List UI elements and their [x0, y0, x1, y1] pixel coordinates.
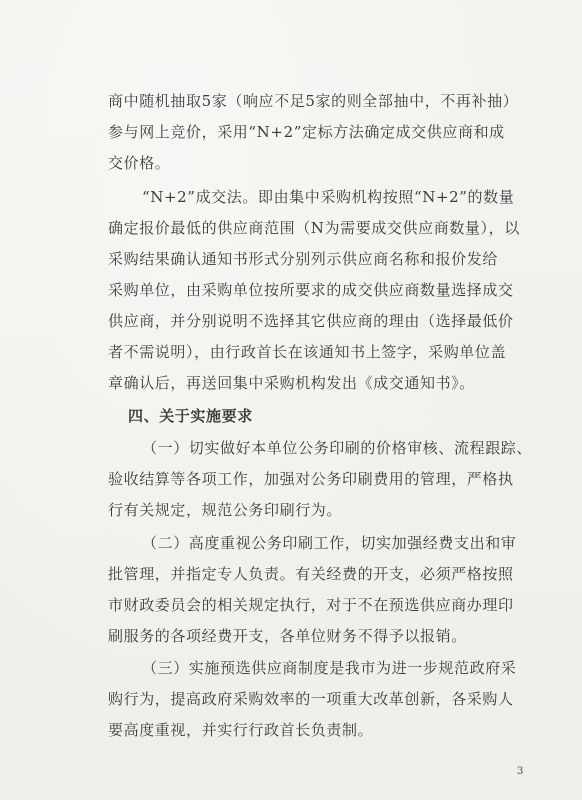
text-line-6: 采购结果确认通知书形式分别列示供应商名称和报价发给 — [108, 250, 499, 268]
text-line-13: 验收结算等各项工作，加强对公务印刷费用的管理，严格执 — [108, 470, 514, 488]
text-line-10: 章确认后，再送回集中采购机构发出《成交通知书》。 — [108, 374, 475, 392]
text-line-12: （一）切实做好本单位公务印刷的价格审核、流程跟踪、 — [142, 439, 533, 457]
text-line-14: 行有关规定，规范公务印刷行为。 — [108, 501, 343, 519]
text-line-7: 采购单位，由采购单位按所要求的成交供应商数量选择成交 — [108, 281, 514, 299]
text-line-20: 购行为，提高政府采购效率的一项重大改革创新，各采购人 — [108, 690, 514, 708]
page-number: 3 — [517, 766, 524, 777]
text-line-21: 要高度重视，并实行行政首长负责制。 — [108, 721, 374, 739]
section-heading: 四、关于实施要求 — [128, 407, 253, 425]
text-line-8: 供应商，并分别说明不选择其它供应商的理由（选择最低价 — [108, 312, 514, 330]
text-line-2: 参与网上竞价，采用“N+2”定标方法确定成交供应商和成 — [108, 123, 505, 141]
text-line-17: 市财政委员会的相关规定执行，对于不在预选供应商办理印 — [108, 596, 514, 614]
text-line-4: “N+2”成交法。即由集中采购机构按照“N+2”的数量 — [142, 188, 515, 206]
text-line-5: 确定报价最低的供应商范围（N为需要成交供应商数量），以 — [108, 219, 520, 237]
text-line-3: 交价格。 — [108, 154, 171, 172]
text-line-15: （二）高度重视公务印刷工作，切实加强经费支出和审 — [142, 534, 517, 552]
text-line-16: 批管理，并指定专人负责。有关经费的开支，必须严格按照 — [108, 565, 514, 583]
text-line-9: 者不需说明），由行政首长在该通知书上签字，采购单位盖 — [108, 343, 507, 361]
text-line-1: 商中随机抽取5家（响应不足5家的则全部抽中，不再补抽） — [108, 92, 519, 110]
text-line-19: （三）实施预选供应商制度是我市为进一步规范政府采 — [142, 659, 517, 677]
text-line-18: 刷服务的各项经费开支，各单位财务不得予以报销。 — [108, 627, 467, 645]
